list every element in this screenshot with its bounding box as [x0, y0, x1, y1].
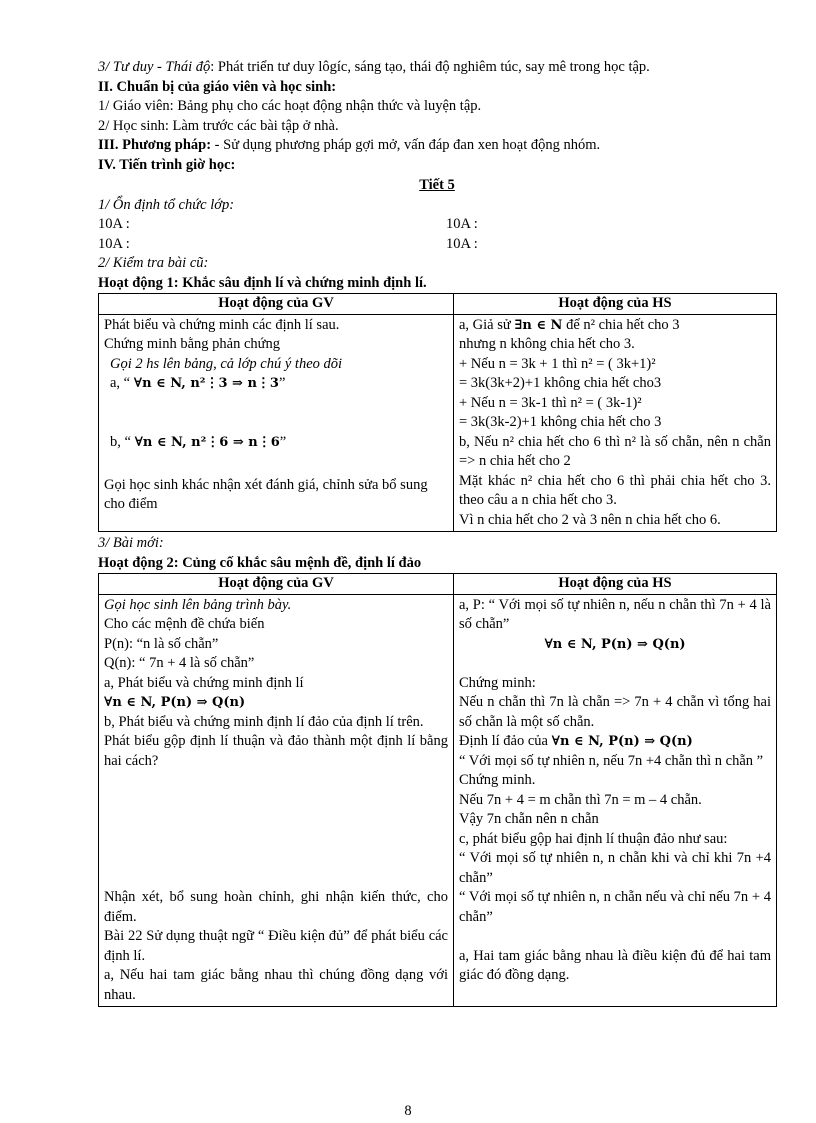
hs-text: Nếu 7n + 4 = m chẵn thì 7n = m – 4 chẵn. — [459, 791, 702, 808]
class-entry: 10A : — [446, 216, 478, 232]
objective-line — [98, 58, 776, 78]
hs-text: a, Hai tam giác bằng nhau là điều kiện đủ để hai tam giác đó đồng dạng. — [459, 947, 771, 983]
gv-text: Phát biểu gộp định lí thuận và đảo thành một định lí bằng hai cách? — [104, 733, 448, 769]
hs-text: + Nếu n = 3k + 1 thì n² = ( 3k+1)² — [459, 355, 656, 372]
hs-text: Chứng minh: — [459, 674, 536, 691]
teacher-prep: 1/ Giáo viên: Bảng phụ cho các hoạt động nhận thức và luyện tập. — [98, 98, 482, 114]
activity2-header-hs: Hoạt động của HS — [454, 574, 777, 595]
hs-text: Mặt khác n² chia hết cho 6 thì phải chia hết cho 3. theo câu a n chia hết cho 3. — [459, 472, 771, 508]
method-label: III. Phương pháp: — [98, 137, 212, 153]
hs-text: “ Với mọi số tự nhiên n, n chẵn khi và chỉ khi 7n +4 chẵn” — [459, 850, 771, 886]
gv-text: Q(n): “ 7n + 4 là số chẵn” — [104, 655, 255, 671]
class-row — [98, 215, 776, 235]
activity2-title: Hoạt động 2: Củng cố khắc sâu mệnh đề, định lí đảo — [98, 554, 422, 571]
class-entry: 10A : — [98, 235, 130, 252]
gv-text: a, Phát biểu và chứng minh định lí — [104, 674, 304, 691]
hs-text: Chứng minh. — [459, 772, 536, 788]
method-text: - Sử dụng phương pháp gợi mở, vấn đáp đan xen hoạt động nhóm. — [211, 137, 601, 153]
hs-text: Vậy 7n chẵn nên n chẵn — [459, 811, 599, 827]
student-prep: 2/ Học sinh: Làm trước các bài tập ở nhà. — [98, 117, 339, 134]
activity1-header-gv: Hoạt động của GV — [99, 294, 454, 315]
hs-text: nhưng n không chia hết cho 3. — [459, 336, 635, 352]
hs-text: + Nếu n = 3k-1 thì n² = ( 3k-1)² — [459, 394, 642, 411]
activity2-gv-cell — [99, 594, 454, 1007]
activity1-title: Hoạt động 1: Khắc sâu định lí và chứng minh định lí. — [98, 274, 427, 291]
class-org-heading: 1/ Ổn định tổ chức lớp: — [98, 196, 235, 213]
hs-text: “ Với mọi số tự nhiên n, n chẵn nếu và chỉ nếu 7n + 4 chẵn” — [459, 889, 771, 925]
section-prep-heading: II. Chuẩn bị của giáo viên và học sinh: — [98, 78, 337, 95]
gv-text: a, Nếu hai tam giác bằng nhau thì chúng đồng dạng với nhau. — [104, 967, 448, 1003]
gv-text: Phát biểu và chứng minh các định lí sau. — [104, 316, 340, 333]
document-page — [98, 58, 776, 1007]
class-row — [98, 235, 776, 255]
math-formula: ∀n ∈ N, n²⋮6 ⇒ n⋮6 — [134, 434, 280, 450]
hs-text: Vì n chia hết cho 2 và 3 nên n chia hết cho 6. — [459, 511, 721, 528]
gv-text: Gọi học sinh khác nhận xét đánh giá, chỉnh sửa bổ sung — [104, 476, 428, 493]
math-formula: ∀n ∈ N, P(n) ⇒ Q(n) — [104, 695, 246, 710]
section-process-heading: IV. Tiến trình giờ học: — [98, 156, 236, 173]
gv-text: Gọi 2 hs lên bảng, cả lớp chú ý theo dõi — [110, 355, 343, 372]
hs-text: c, phát biểu gộp hai định lí thuận đảo như sau: — [459, 830, 728, 847]
activity2-table — [98, 573, 777, 1007]
gv-text: Nhận xét, bổ sung hoàn chỉnh, ghi nhận kiến thức, cho điểm. — [104, 889, 448, 925]
math-formula: ∀n ∈ N, n²⋮3 ⇒ n⋮3 — [133, 376, 279, 391]
activity2-header-gv: Hoạt động của GV — [99, 574, 454, 595]
activity1-hs-cell — [454, 314, 777, 532]
new-lesson-heading: 3/ Bài mới: — [98, 535, 164, 551]
activity1-table — [98, 293, 777, 532]
hs-text: Định lí đảo của ∀n ∈ N, P(n) ⇒ Q(n) — [459, 733, 693, 749]
gv-text: P(n): “n là số chẵn” — [104, 635, 219, 652]
hs-text: Nếu n chẵn thì 7n là chẵn => 7n + 4 chẵn vì tổng hai số chẵn là một số chẵn. — [459, 694, 771, 730]
math-formula: ∃n ∈ N — [514, 317, 563, 333]
activity2-hs-cell — [454, 594, 777, 1007]
activity1-header-hs: Hoạt động của HS — [454, 294, 777, 315]
math-formula: ∀n ∈ N, P(n) ⇒ Q(n) — [551, 734, 693, 749]
gv-text: cho điểm — [104, 496, 158, 512]
class-entry: 10A : — [98, 216, 130, 232]
hs-text: = 3k(3k-2)+1 không chia hết cho 3 — [459, 414, 662, 430]
gv-text: b, Phát biểu và chứng minh định lí đảo của định lí trên. — [104, 713, 424, 730]
objective-label: 3/ Tư duy - Thái độ — [98, 59, 211, 75]
hs-text: “ Với mọi số tự nhiên n, nếu 7n +4 chẵn thì n chẵn ” — [459, 752, 764, 769]
objective-text: : Phát triển tư duy lôgíc, sáng tạo, thái độ nghiêm túc, say mê trong học tập. — [210, 59, 650, 75]
hs-text: b, Nếu n² chia hết cho 6 thì n² là số chẵn, nên n chẵn => n chia hết cho 2 — [459, 433, 771, 469]
hs-text: a, Giả sử ∃n ∈ N để n² chia hết cho 3 — [459, 316, 680, 333]
hs-text: a, P: “ Với mọi số tự nhiên n, nếu n chẵn thì 7n + 4 là số chẵn” — [459, 596, 771, 632]
review-heading: 2/ Kiểm tra bài cũ: — [98, 255, 209, 271]
activity1-gv-cell — [99, 314, 454, 532]
gv-text: Cho các mệnh đề chứa biến — [104, 616, 265, 632]
class-entry: 10A : — [446, 235, 478, 252]
gv-text: Bài 22 Sử dụng thuật ngữ “ Điều kiện đủ” để phát biểu các định lí. — [104, 928, 448, 964]
hs-text: = 3k(3k+2)+1 không chia hết cho3 — [459, 375, 662, 391]
lesson-title: Tiết 5 — [419, 177, 455, 193]
theorem-a: a, “ ∀n ∈ N, n²⋮3 ⇒ n⋮3” — [110, 375, 286, 391]
page-number: 8 — [404, 1103, 412, 1119]
gv-text: Gọi học sinh lên bảng trình bày. — [104, 596, 292, 613]
method-line — [98, 136, 776, 156]
gv-text: Chứng minh bằng phản chứng — [104, 336, 281, 352]
math-formula: ∀n ∈ N, P(n) ⇒ Q(n) — [544, 636, 686, 652]
theorem-b: b, “ ∀n ∈ N, n²⋮6 ⇒ n⋮6” — [110, 433, 287, 450]
